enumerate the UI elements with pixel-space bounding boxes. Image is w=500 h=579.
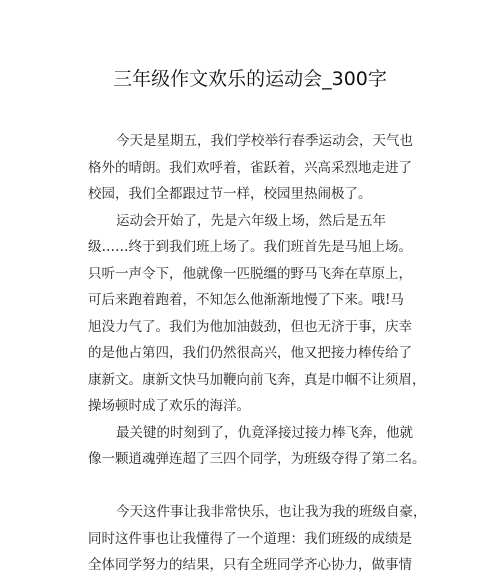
paragraph-1-line-1: 今天是星期五，我们学校举行春季运动会，天气也 — [116, 133, 413, 149]
paragraph-2-line-3: 只听一声令下，他就像一匹脱缰的野马飞奔在草原上， — [88, 265, 412, 282]
paragraph-2-line-7: 康新文。康新文快马加鞭向前飞奔，真是巾帼不让须眉， — [88, 371, 426, 388]
paragraph-gap — [88, 473, 428, 500]
paragraph-4-line-3: 全体同学努力的结果，只有全班同学齐心协力，做事情 — [88, 557, 412, 573]
paragraph-2-line-5: 旭没力气了。我们为他加油鼓劲，但也无济于事，庆幸 — [88, 318, 412, 335]
paragraph-3-line-2: 像一颗逍魂弹连超了三四个同学，为班级夺得了第二名。 — [88, 451, 426, 467]
paragraph-3-line-1: 最关键的时刻到了，仇竟泽接过接力棒飞奔，他就 — [116, 424, 413, 441]
paragraph-2-line-6: 的是他占第四，我们仍然很高兴，他又把接力棒传给了 — [88, 345, 412, 361]
paragraph-2-line-4: 可后来跑着跑着，不知怎么他渐渐地慢了下来。哦!马 — [88, 292, 404, 308]
paragraph-2-line-8: 操场顿时成了欢乐的海洋。 — [88, 398, 250, 414]
paragraph-2-line-1: 运动会开始了，先是六年级上场，然后是五年 — [116, 212, 386, 229]
paragraph-1-line-2: 格外的晴朗。我们欢呼着，雀跃着，兴高采烈地走进了 — [88, 159, 412, 176]
paragraph-2-line-2: 级……终于到我们班上场了。我们班首先是马旭上场。 — [88, 239, 412, 255]
article-body — [88, 128, 428, 579]
paragraph-1-line-3: 校园，我们全都跟过节一样，校园里热闹极了。 — [88, 186, 372, 202]
paragraph-4-line-2: 同时这件事也让我懂得了一个道理：我们班级的成绩是 — [88, 530, 412, 547]
article-title: 三年级作文欢乐的运动会_300字 — [113, 68, 387, 90]
paragraph-4-line-1: 今天这件事让我非常快乐，也让我为我的班级自豪， — [116, 504, 427, 520]
